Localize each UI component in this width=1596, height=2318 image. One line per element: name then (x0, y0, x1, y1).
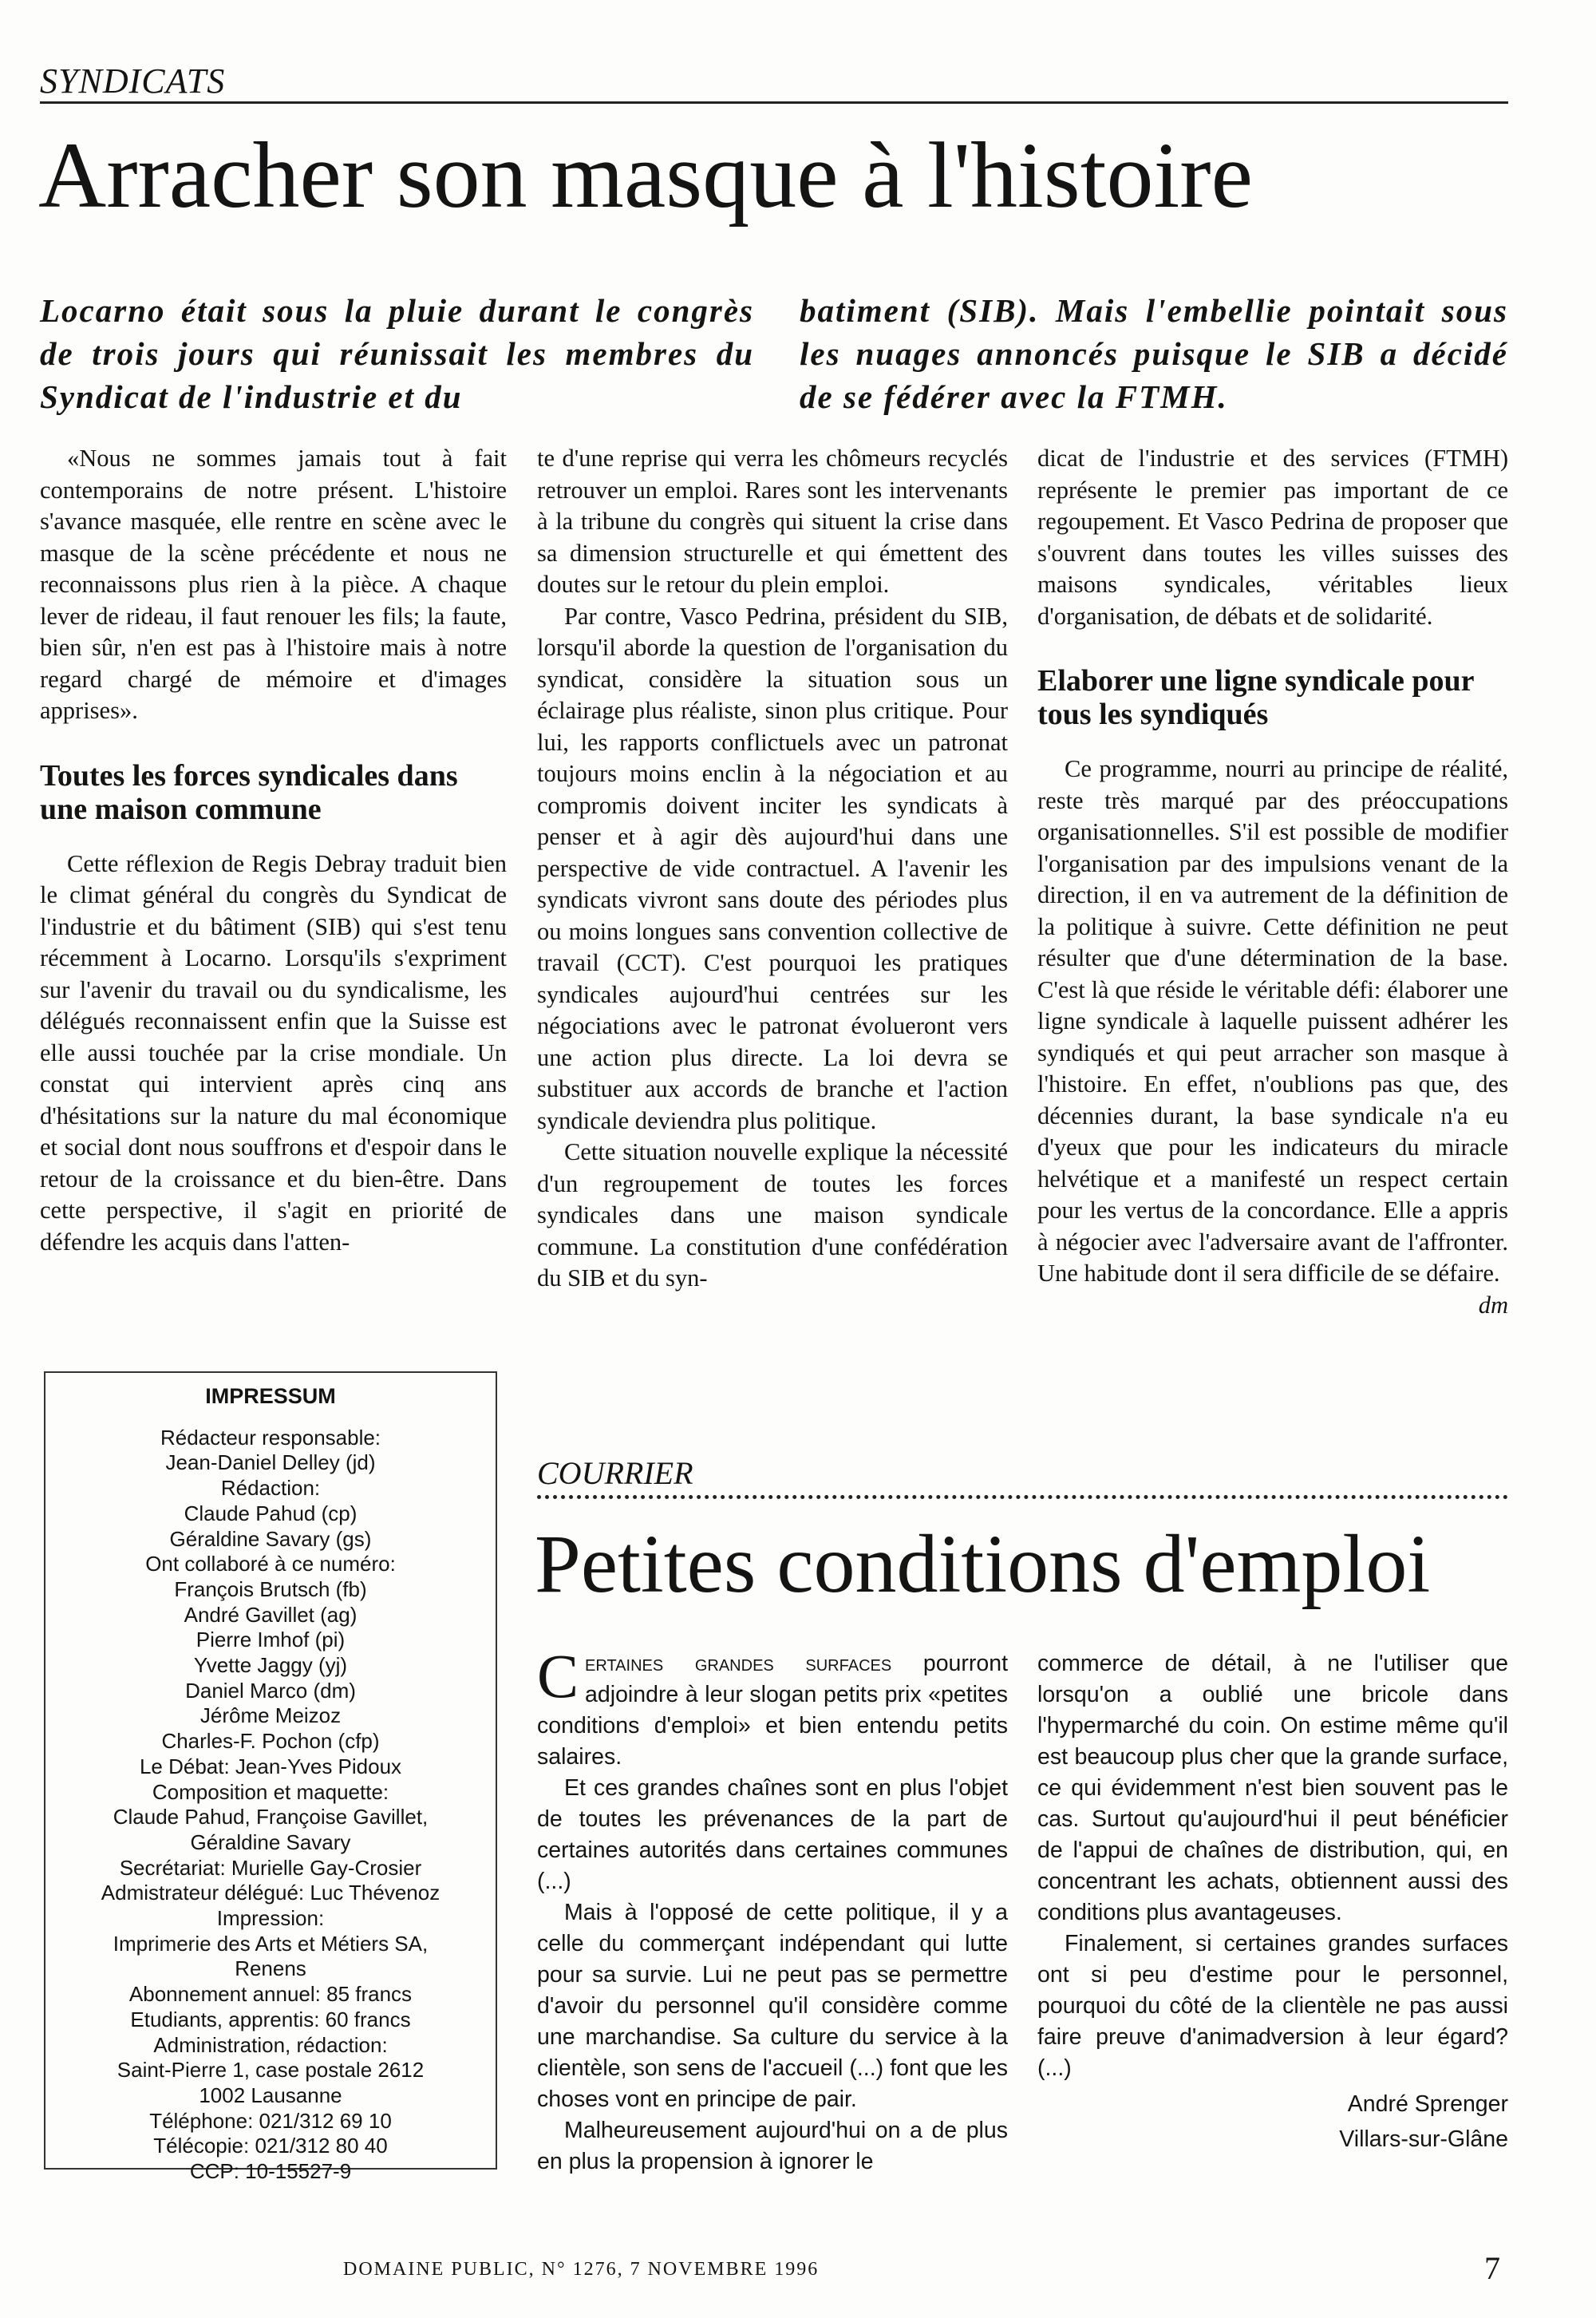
paragraph: Cette réflexion de Regis Debray traduit bien le climat général du congrès du Syndicat de l'industrie et du bâtiment (SIB) qui s'est tenu récemment à Locarno. Lorsqu'ils s'expriment sur l'avenir du travail ou du syndicalisme, les délégués reconnaissent enfin que la Suisse est elle aussi touchée par la crise mondiale. Un constat qui intervient après cinq ans d'hésitations sur la nature du mal économique et social dont nous souffrons et d'espoir dans le retour de la croissance et du bien-être. Dans cette perspective, il s'agit en priorité de défendre les acquis dans l'atten- (40, 849, 507, 1256)
article-column-1 (40, 443, 507, 1258)
article-column-3 (1037, 443, 1508, 1321)
impressum-line: CCP: 10-15527-9 (189, 2159, 352, 2184)
page-number: 7 (1484, 2250, 1500, 2286)
impressum-line: Rédaction: (220, 1476, 321, 1501)
page-footer: DOMAINE PUBLIC, N° 1276, 7 NOVEMBRE 1996 (343, 2259, 820, 2280)
paragraph-text: pourront adjoindre à leur slogan petits prix «petites conditions d'emploi» et bien entendu petits salaires. (537, 1651, 1008, 1770)
impressum-line: Daniel Marco (dm) (185, 1678, 356, 1703)
impressum-line: François Brutsch (fb) (174, 1576, 367, 1601)
rubric-syndicats: SYNDICATS (40, 61, 226, 101)
impressum-line: Claude Pahud, Françoise Gavillet, (113, 1805, 429, 1829)
impressum-line: Administration, rédaction: (153, 2032, 388, 2057)
impressum-line: Secrétariat: Murielle Gay-Crosier (119, 1855, 422, 1880)
impressum-line: Ont collaboré à ce numéro: (145, 1552, 396, 1576)
paragraph: te d'une reprise qui verra les chômeurs recyclés retrouver un emploi. Rares sont les intervenants à la tribune du congrès qui situent la crise dans sa dimension structurelle et qui émettent des doutes sur le retour du plein emploi. (537, 445, 1008, 598)
paragraph-text: Ce programme, nourri au principe de réalité, reste très marqué par des préoccupations organisationnelles. S'il est possible de modifier l'organisation par des impulsions venant de la direction, il en va autrement de la définition de la politique à suivre. Cette définition ne peut résulter que d'une détermination de la base. C'est là que réside le véritable défi: élaborer une ligne syndicale à laquelle puissent adhérer les syndiqués et qui peut arracher son masque à l'histoire. En effet, n'oublions pas que, des décennies durant, la base syndicale n'a eu d'yeux que pour les indicateurs du miracle helvétique et a manifesté un respect certain pour les vertus de la concordance. Elle a appris à négocier avec l'adversaire avant de l'affronter. Une habitude dont il sera difficile de se défaire. (1037, 755, 1508, 1287)
letter-column-2 (1037, 1648, 1508, 2154)
paragraph (1037, 754, 1508, 1319)
impressum-line: Saint-Pierre 1, case postale 2612 (117, 2058, 425, 2083)
letter-place: Villars-sur-Glâne (1339, 2126, 1508, 2152)
paragraph: Cette situation nouvelle explique la nécessité d'un regroupement de toutes les forces syndicales dans une maison syndicale commune. La constitution d'une confédération du SIB et du syn- (537, 1138, 1008, 1292)
rubric-courrier: COURRIER (537, 1455, 693, 1491)
impressum-line: Le Débat: Jean-Yves Pidoux (139, 1754, 402, 1778)
impressum-line: Abonnement annuel: 85 francs (128, 1982, 413, 2007)
paragraph: «Nous ne sommes jamais tout à fait contemporains de notre présent. L'histoire s'avance masquée, elle rentre en scène avec le masque de la scène précédente et nous ne reconnaissons plus rien à la pièce. A chaque lever de rideau, il faut renouer les fils; la faute, bien sûr, n'en est pas à l'histoire mais à notre regard chargé de mémoire et d'images apprises». (40, 445, 507, 724)
drop-cap: C (537, 1641, 579, 1711)
impressum-line: Renens (235, 1956, 306, 1981)
paragraph: dicat de l'industrie et des services (FTMH) représente le premier pas important de ce regoupement. Et Vasco Pedrina de proposer que s'ouvrent dans toutes les villes suisses des maisons syndicales, véritables lieux d'organisation, de débats et de solidarité. (1037, 445, 1508, 630)
impressum-line: Géraldine Savary (gs) (169, 1526, 372, 1551)
letter-column-1 (537, 1641, 1008, 2178)
letter-author: André Sprenger (1347, 2091, 1508, 2117)
impressum-line: Téléphone: 021/312 69 10 (149, 2108, 392, 2133)
impressum-line: Claude Pahud (cp) (184, 1501, 358, 1525)
impressum-box (44, 1371, 497, 2184)
subheading: Toutes les forces syndicales dans une maison commune (40, 758, 458, 826)
impressum-line: Télécopie: 021/312 80 40 (153, 2134, 388, 2158)
paragraph (537, 1641, 1008, 1773)
impressum-lines (45, 1426, 496, 2185)
impressum-line: Yvette Jaggy (yj) (193, 1653, 348, 1678)
subheading: Elaborer une ligne syndicale pour tous les syndiqués (1037, 664, 1474, 731)
rubric-rule (40, 101, 1508, 104)
impressum-line: Jérôme Meizoz (200, 1703, 342, 1728)
rubric-dotted-rule (537, 1495, 1508, 1499)
impressum-line: Composition et maquette: (152, 1779, 389, 1804)
impressum-title: IMPRESSUM (205, 1384, 336, 1408)
impressum-line: Géraldine Savary (190, 1829, 351, 1854)
article-title: Arracher son masque à l'histoire (38, 123, 1253, 227)
impressum-line: Jean-Daniel Delley (jd) (165, 1450, 376, 1475)
paragraph: Et ces grandes chaînes sont en plus l'objet de toutes les prévenances de la part de certaines autorités dans certaines communes (...) (537, 1775, 1008, 1894)
impressum-line: Pierre Imhof (pi) (196, 1628, 346, 1652)
impressum-line: Rédacteur responsable: (160, 1425, 381, 1450)
paragraph: Par contre, Vasco Pedrina, président du SIB, lorsqu'il aborde la question de l'organisation du syndicat, considère la situation sous un éclairage plus réaliste, sinon plus critique. Pour lui, les rapports conflictuels avec un patronat toujours moins enclin à la négociation et au compromis doivent inciter les syndicats à penser et à agir dès aujourd'hui dans une perspective de vide contractuel. A l'avenir les syndicats vivront sans doute des périodes plus ou moins longues sans convention collective de travail (CCT). C'est pourquoi les pratiques syndicales aujourd'hui centrées sur les négociations avec le patronat évolueront vers une action plus directe. La loi devra se substituer aux accords de branche et l'action syndicale deviendra plus politique. (537, 602, 1008, 1134)
impressum-line: Admistrateur délégué: Luc Thévenoz (101, 1881, 440, 1905)
small-caps-lead: ertaines grandes surfaces (585, 1651, 892, 1676)
author-signature: dm (1478, 1291, 1508, 1319)
lead-left: Locarno était sous la pluie durant le congrès de trois jours qui réunissait les membres du Syndicat de l'industrie et du (40, 292, 754, 415)
impressum-line: André Gavillet (ag) (184, 1602, 358, 1627)
paragraph: Mais à l'opposé de cette politique, il y a celle du commerçant indépendant qui lutte pour sa survie. Lui ne peut pas se permettre d'avoir du personnel qu'il considère comme une marchandise. Sa culture du service à la clientèle, son sens de l'accueil (...) font que les choses vont en principe de pair. (537, 1900, 1008, 2112)
lead-right: batiment (SIB). Mais l'embellie pointait sous les nuages annoncés puisque le SIB a décidé de se fédérer avec la FTMH. (800, 292, 1508, 415)
impressum-line: Impression: (216, 1906, 325, 1931)
paragraph: Finalement, si certaines grandes surfaces ont si peu d'estime pour le personnel, pourquoi du côté de la clientèle ne pas aussi faire preuve d'animadversion à leur égard? (...) (1037, 1931, 1508, 2081)
article-column-2 (537, 443, 1008, 1295)
paragraph: Malheureusement aujourd'hui on a de plus en plus la propension à ignorer le (537, 2118, 1008, 2174)
impressum-line: Etudiants, apprentis: 60 francs (130, 2007, 411, 2031)
impressum-line: Imprimerie des Arts et Métiers SA, (113, 1931, 429, 1956)
paragraph: commerce de détail, à ne l'utiliser que lorsqu'on a oublié une bricole dans l'hypermarché du coin. On estime même qu'il est beaucoup plus cher que la grande surface, ce qui évidemment n'est bien souvent pas le cas. Surtout qu'aujourd'hui il peut bénéficier de l'appui de chaînes de distribution, qui, en concentrant les achats, obtiennent aussi des conditions plus avantageuses. (1037, 1651, 1508, 1925)
impressum-line: 1002 Lausanne (199, 2083, 342, 2107)
impressum-line: Charles-F. Pochon (cfp) (161, 1729, 380, 1754)
letter-title: Petites conditions d'emploi (535, 1518, 1431, 1610)
